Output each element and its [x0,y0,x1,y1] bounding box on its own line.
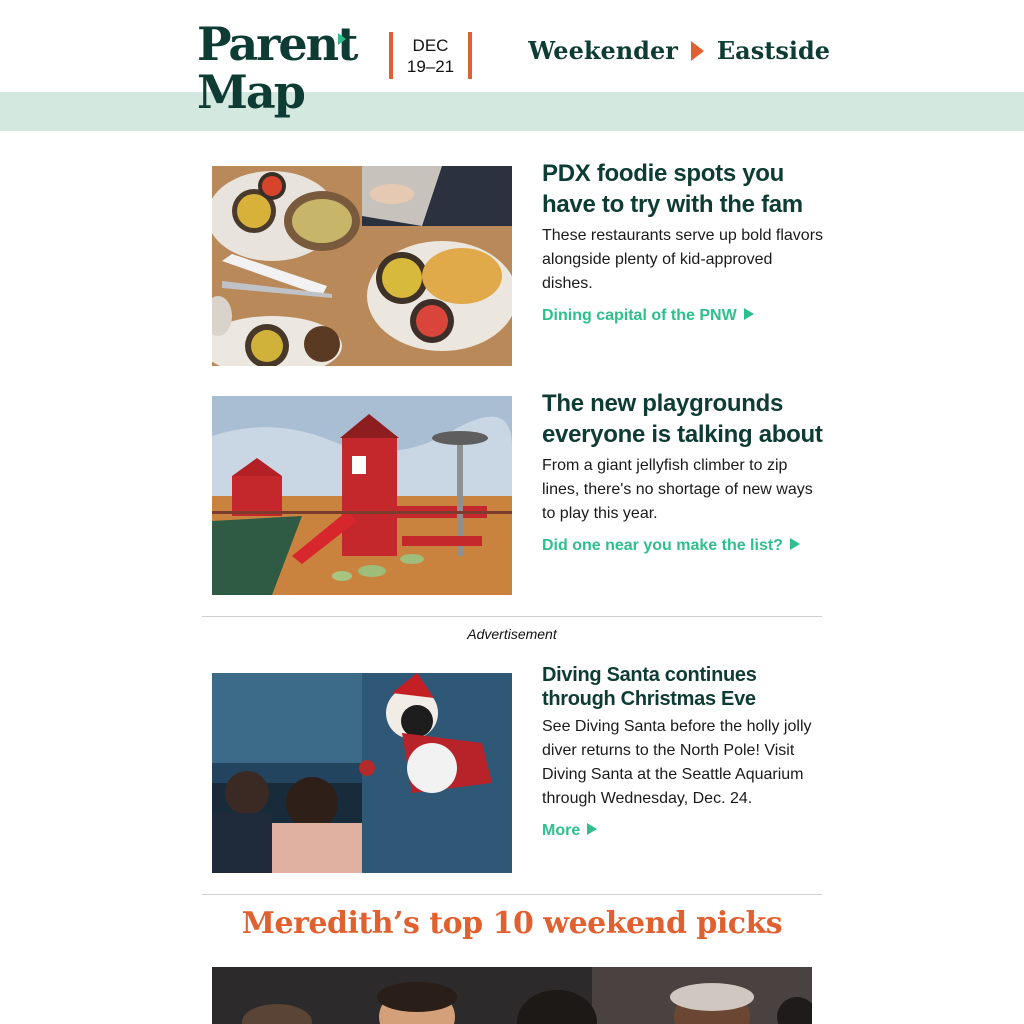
play-arrow-icon [790,538,800,550]
date-month: DEC [412,36,449,55]
logo-line-2: Map [197,65,304,119]
story-body: From a giant jellyfish climber to zip lines, there's no shortage of new ways to play this year. [542,457,813,522]
story-link-label: Dining capital of the PNW [542,307,737,324]
logo-line-1: Parent [197,17,357,71]
header-band [0,92,1024,131]
edition-name: Weekender [528,36,678,65]
diving-santa-photo[interactable] [212,673,512,873]
ad-link-label: More [542,822,581,839]
story-link[interactable] [542,536,800,556]
story-title[interactable]: The new playgrounds everyone is talking about [542,390,823,448]
ad-body: See Diving Santa before the holly jolly diver returns to the North Pole! Visit Diving Santa at the Seattle Aquarium through Wednesday, Dec. 24. [542,718,812,807]
ad-text [542,663,827,841]
weekend-picks-photo[interactable] [212,967,812,1024]
date-range: 19–21 [406,57,455,76]
food-photo[interactable] [212,166,512,366]
play-arrow-icon [587,823,597,835]
play-arrow-icon [744,308,754,320]
story-text [542,388,827,556]
region-name: Eastside [716,36,830,65]
ad-diving-santa [212,664,824,873]
divider [202,616,822,617]
story-title[interactable]: PDX foodie spots you have to try with the fam [542,160,803,218]
story-playgrounds [212,390,824,596]
arrow-right-icon [691,41,704,61]
newsletter-edition [528,36,830,65]
story-text [542,158,827,326]
story-foodie [212,160,824,366]
weekend-picks-heading: Meredith’s top 10 weekend picks [241,906,783,941]
story-body: These restaurants serve up bold flavors alongside plenty of kid-approved dishes. [542,227,824,292]
advertisement-label: Advertisement [467,626,557,642]
playground-photo[interactable] [212,396,512,595]
ad-title[interactable]: Diving Santa continues through Christmas Eve [542,664,757,710]
play-icon [338,33,346,45]
story-link-label: Did one near you make the list? [542,537,783,554]
ad-link[interactable] [542,821,597,841]
parentmap-logo[interactable] [197,14,357,122]
divider [202,894,822,895]
story-link[interactable] [542,306,754,326]
issue-date [389,32,472,79]
